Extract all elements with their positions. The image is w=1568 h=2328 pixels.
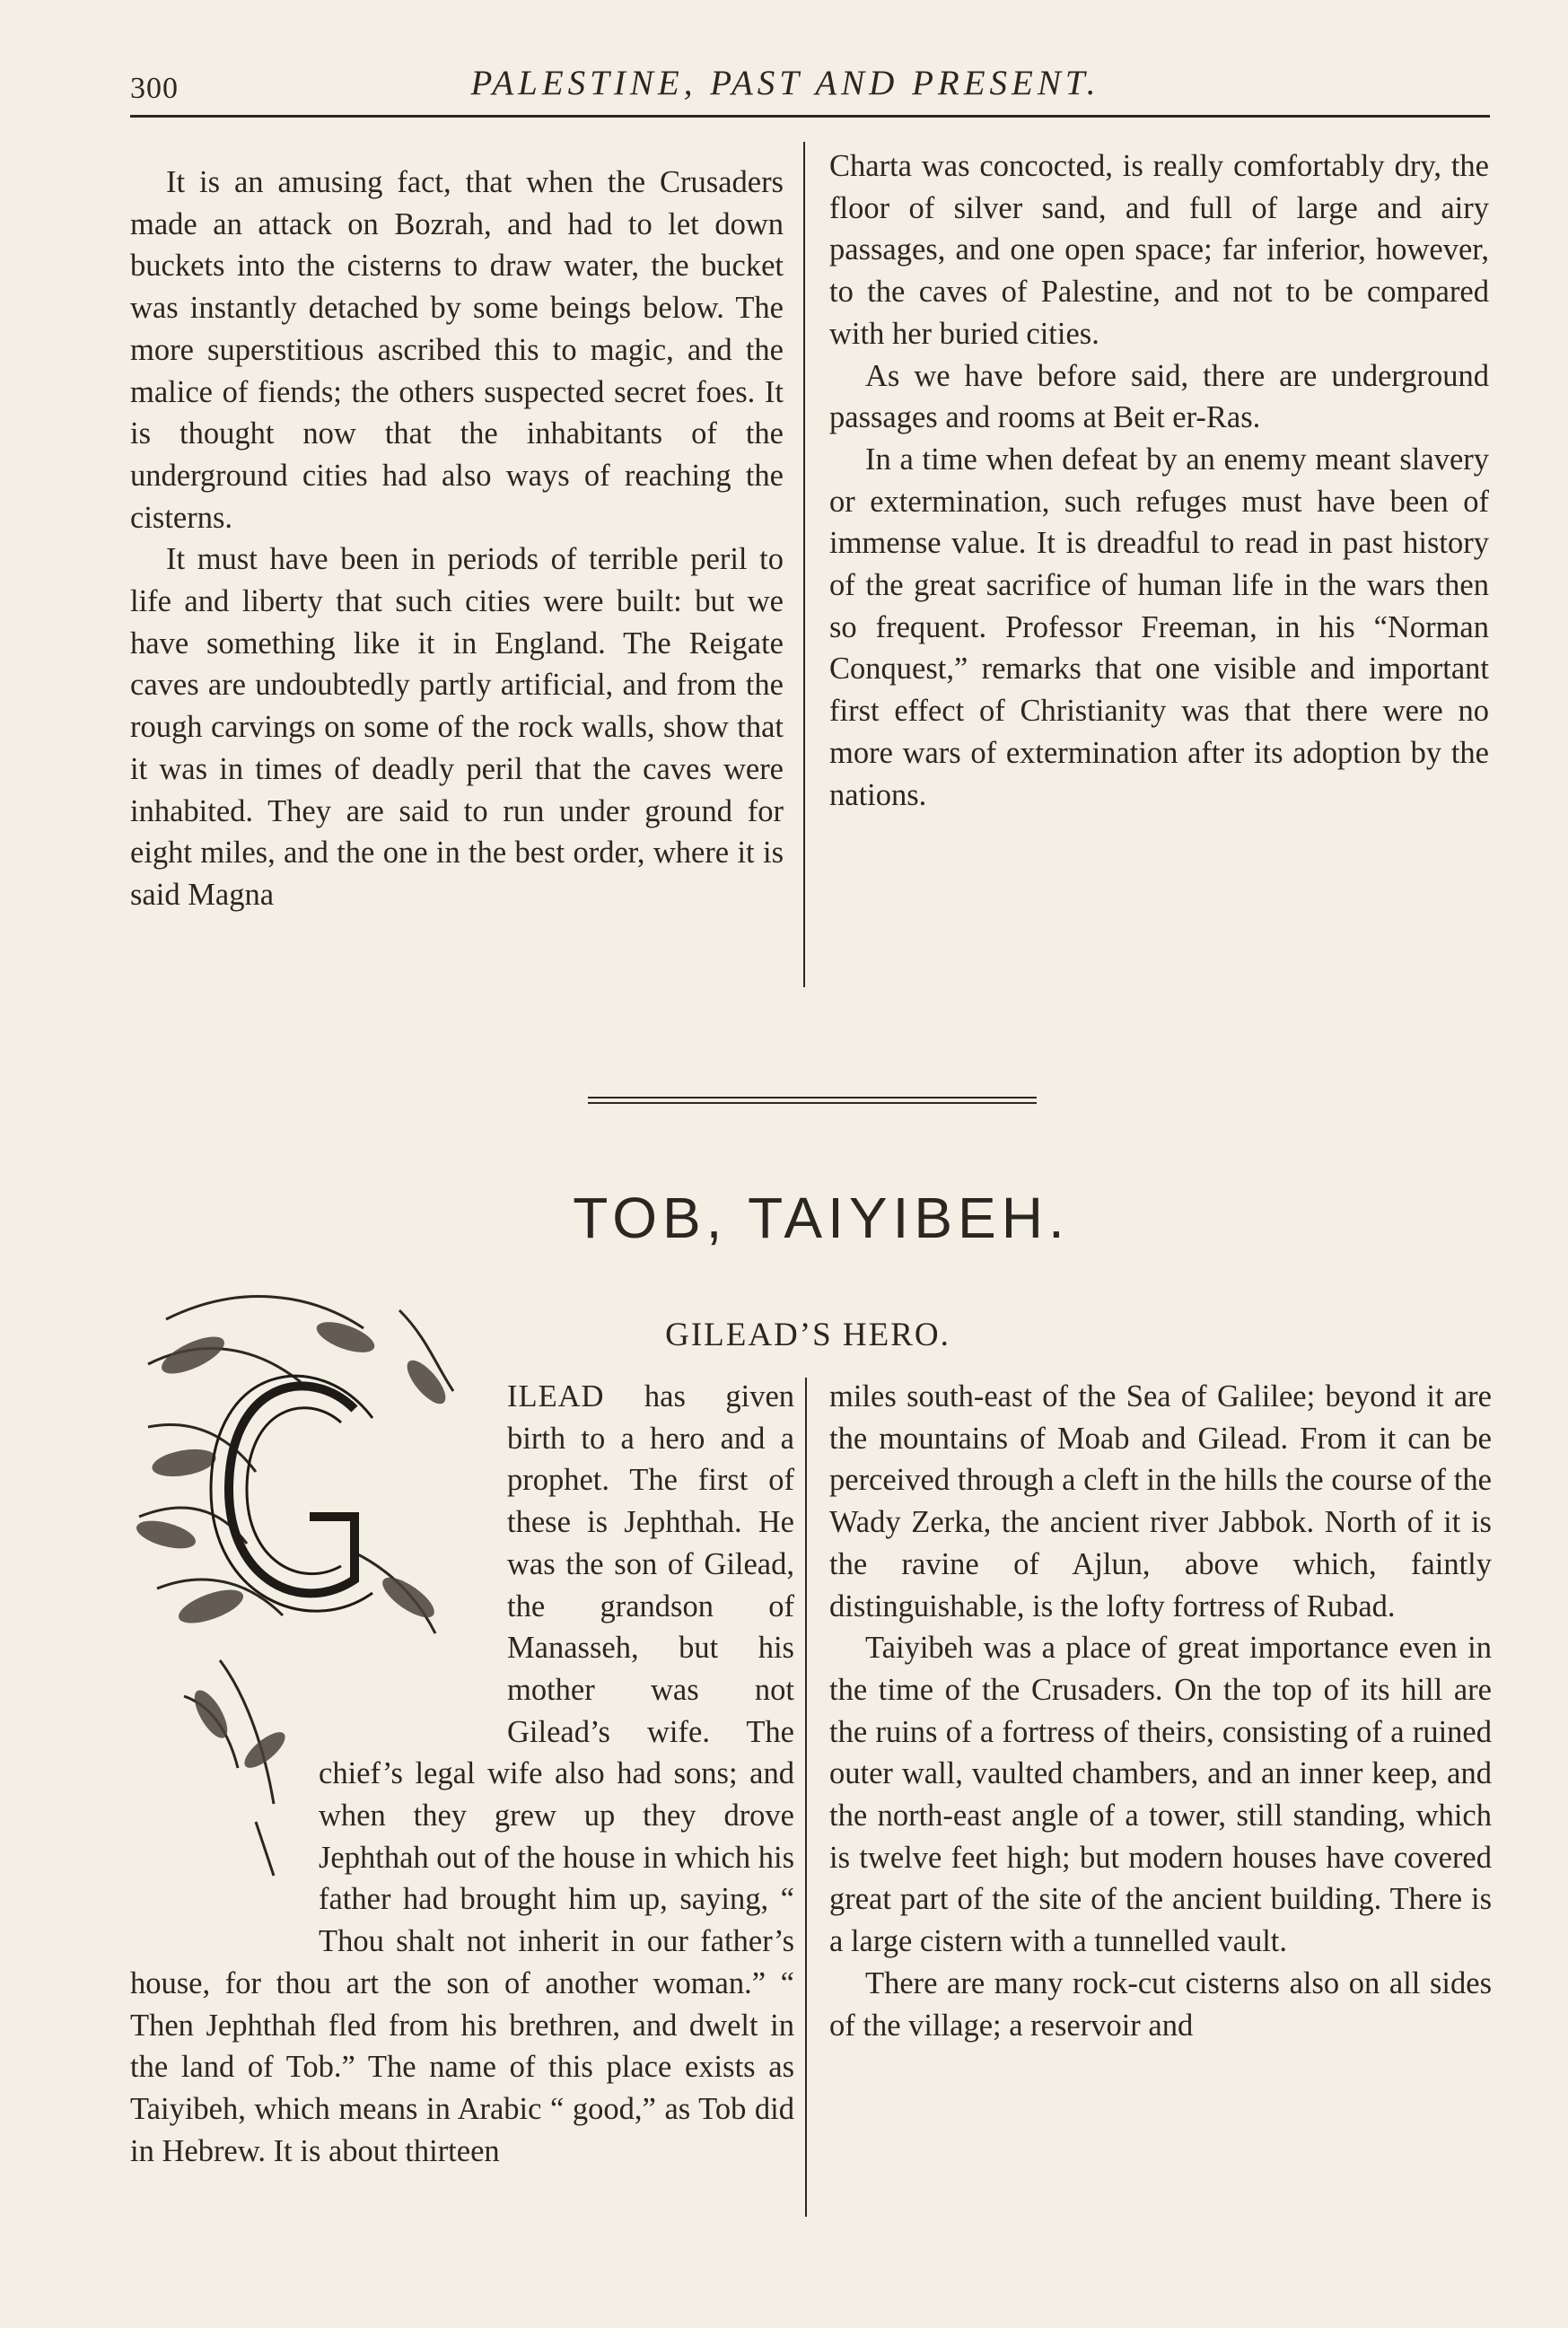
running-title: PALESTINE, PAST AND PRESENT. xyxy=(470,64,1100,102)
header-rule xyxy=(130,115,1490,118)
section-title: TOB, TAIYIBEH. xyxy=(573,1186,1070,1250)
top-left-column xyxy=(130,162,784,916)
top-right-column xyxy=(829,145,1489,816)
section-rule xyxy=(588,1097,1037,1104)
paragraph: There are many rock-cut cisterns also on all sides of the village; a reservoir and xyxy=(829,1965,1492,2043)
column-divider xyxy=(805,1378,807,2217)
column-divider xyxy=(803,142,805,987)
page-number: 300 xyxy=(130,72,179,105)
bottom-right-column xyxy=(829,1376,1492,2046)
paragraph: It is an amusing fact, that when the Crusaders made an attack on Bozrah, and had to let down buckets into the cisterns to draw water, the bucket was instantly detached by some beings below. The more superstitious ascribed this to magic, and the malice of fiends; the others suspected secret foes. It is thought now that the inhabitants of the underground cities had also ways of reaching the cisterns. xyxy=(130,165,784,535)
drop-lead-text: ILEAD xyxy=(507,1379,605,1413)
paragraph: Taiyibeh was a place of great importance even in the time of the Crusaders. On the top of its hill are the ruins of a fortress of theirs, consisting of a ruined outer wall, vaulted chambers, and an inner keep, and the north-east angle of a tower, still standing, which is twelve feet high; but modern houses have covered great part of the site of the ancient building. There is a large cistern with a tunnelled vault. xyxy=(829,1631,1492,1959)
paragraph: It must have been in periods of terrible peril to life and liberty that such cities were built: but we have something like it in England. The Reigate caves are undoubtedly partly artificial, and from the rough carvings on some of the rock walls, show that it was in times of deadly peril that the caves were inhabited. They are said to run under ground for eight miles, and the one in the best order, where it is said Magna xyxy=(130,542,784,912)
paragraph-text: has given birth to a hero and a prophet. The first of these is Jephthah. He was the son of Gilead, the grandson of Manasseh, but his mother was not Gilead’s wife. The chief’s legal wife also had sons; and when they grew up they drove Jephthah out of the house in which his father had brought him up, saying, “ Thou shalt not inherit in our father’s house, for thou art the son of another woman.” “ Then Jephthah fled from his brethren, and dwelt in the land of Tob.” The name of this place exists as Taiyibeh, which means in Arabic “ good,” as Tob did in Hebrew. It is about thirteen xyxy=(130,1379,795,2168)
paragraph: In a time when defeat by an enemy meant slavery or extermination, such refuges must have been of immense value. It is dreadful to read in past history of the great sacrifice of human life in the wars then so frequent. Professor Freeman, in his “Norman Conquest,” remarks that one visible and important first effect of Christianity was that there were no more wars of extermination after its adoption by the nations. xyxy=(829,442,1489,812)
paragraph: miles south-east of the Sea of Galilee; beyond it are the mountains of Moab and Gilead. From it can be perceived through a cleft in the hills the course of the Wady Zerka, the ancient river Jabbok. North of it is the ravine of Ajlun, above which, faintly distinguishable, is the lofty fortress of Rubad. xyxy=(829,1379,1492,1623)
bottom-left-column xyxy=(130,1376,794,2172)
section-subtitle: GILEAD’S HERO. xyxy=(665,1317,950,1353)
paragraph: Charta was concocted, is really comfortably dry, the floor of silver sand, and full of large and airy passages, and one open space; far inferior, however, to the caves of Palestine, and not to be compared with her buried cities. xyxy=(829,149,1489,351)
paragraph: As we have before said, there are underground passages and rooms at Beit er-Ras. xyxy=(829,358,1489,435)
